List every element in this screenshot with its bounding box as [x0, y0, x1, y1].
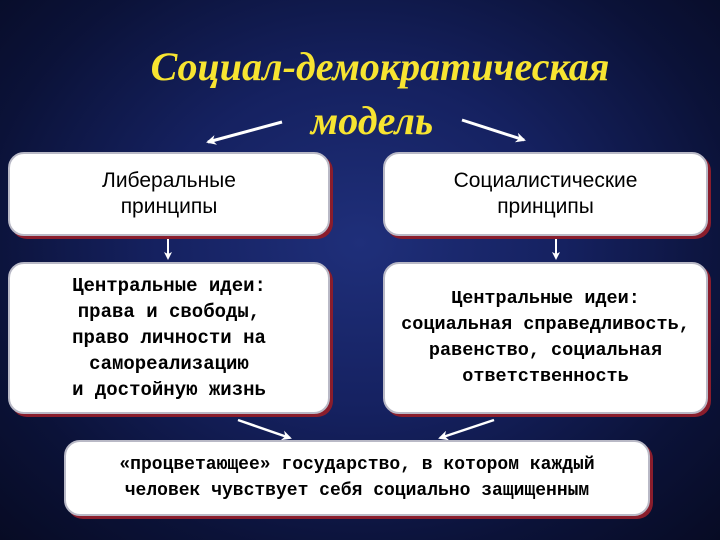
liberal-ideas-box [8, 262, 330, 414]
socialist-ideas-box [383, 262, 708, 414]
diagram-title-line-1: Социал-демократическая [150, 44, 610, 89]
welfare-state-text: «процветающее» государство, в котором каждый человек чувствует себя социально защищенным [119, 455, 595, 501]
liberal-ideas-text: Центральные идеи: права и свободы, право личности на самореализацию и достойную жизнь [72, 275, 266, 401]
arrow-liberal-to-welfare [238, 420, 290, 438]
liberal-principles-text: Либеральные принципы [102, 169, 236, 218]
welfare-state-box [64, 440, 650, 516]
socialist-principles-text: Социалистические принципы [453, 169, 638, 218]
socialist-ideas-text: Центральные идеи: социальная справедливость, равенство, социальная ответственность [401, 288, 690, 387]
liberal-principles-box [8, 152, 330, 236]
diagram-title-line-2: модель [310, 98, 434, 143]
socialist-principles-box [383, 152, 708, 236]
arrow-socialist-to-welfare [440, 420, 494, 438]
